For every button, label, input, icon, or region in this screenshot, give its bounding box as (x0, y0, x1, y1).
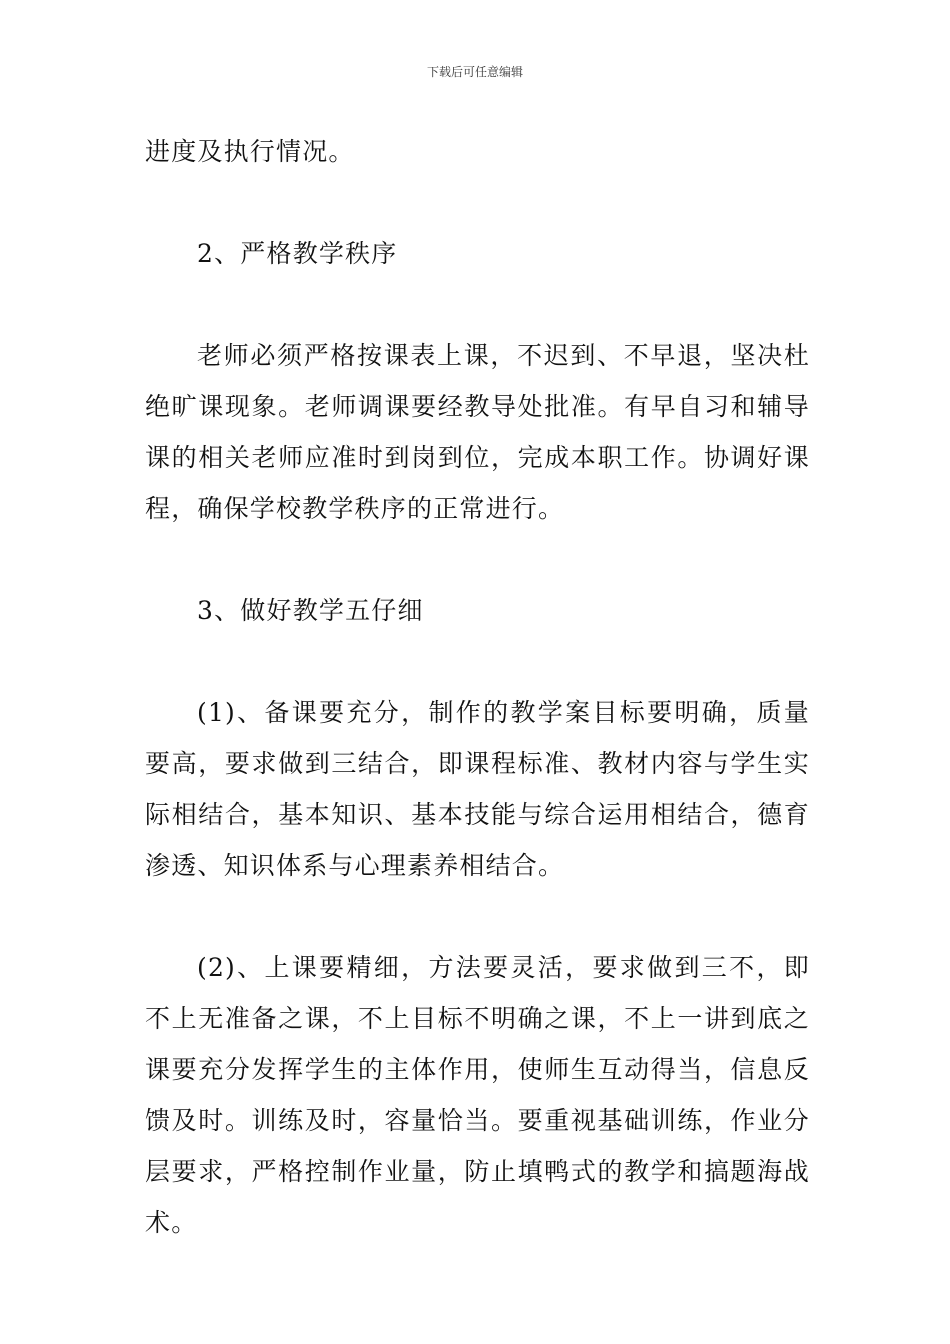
paragraph-gap (145, 636, 810, 687)
paragraph-gap (145, 534, 810, 585)
page-header: 下载后可任意编辑 (426, 65, 523, 79)
paragraph-teaching-order: 老师必须严格按课表上课，不迟到、不早退，坚决杜绝旷课现象。老师调课要经教导处批准。有早自习和辅导课的相关老师应准时到岗到位，完成本职工作。协调好课程，确保学校教学秩序的正常进行。 (145, 341, 810, 523)
paragraph-continuation: 进度及执行情况。 (145, 137, 355, 166)
paragraph-gap (145, 177, 810, 228)
paragraph-lesson-prep: (1)、备课要充分，制作的教学案目标要明确，质量要高，要求做到三结合，即课程标准、教材内容与学生实际相结合，基本知识、基本技能与综合运用相结合，德育渗透、知识体系与心理素养相结合。 (145, 698, 810, 880)
section-heading-3: 3、做好教学五仔细 (197, 596, 424, 625)
paragraph-gap (145, 891, 810, 942)
paragraph-gap (145, 279, 810, 330)
document-body (145, 126, 810, 1248)
section-heading-2: 2、严格教学秩序 (197, 239, 398, 268)
paragraph-classroom: (2)、上课要精细，方法要灵活，要求做到三不，即不上无准备之课，不上目标不明确之课，不上一讲到底之课要充分发挥学生的主体作用，使师生互动得当，信息反馈及时。训练及时，容量恰当。要重视基础训练，作业分层要求，严格控制作业量，防止填鸭式的教学和搞题海战术。 (145, 953, 810, 1237)
